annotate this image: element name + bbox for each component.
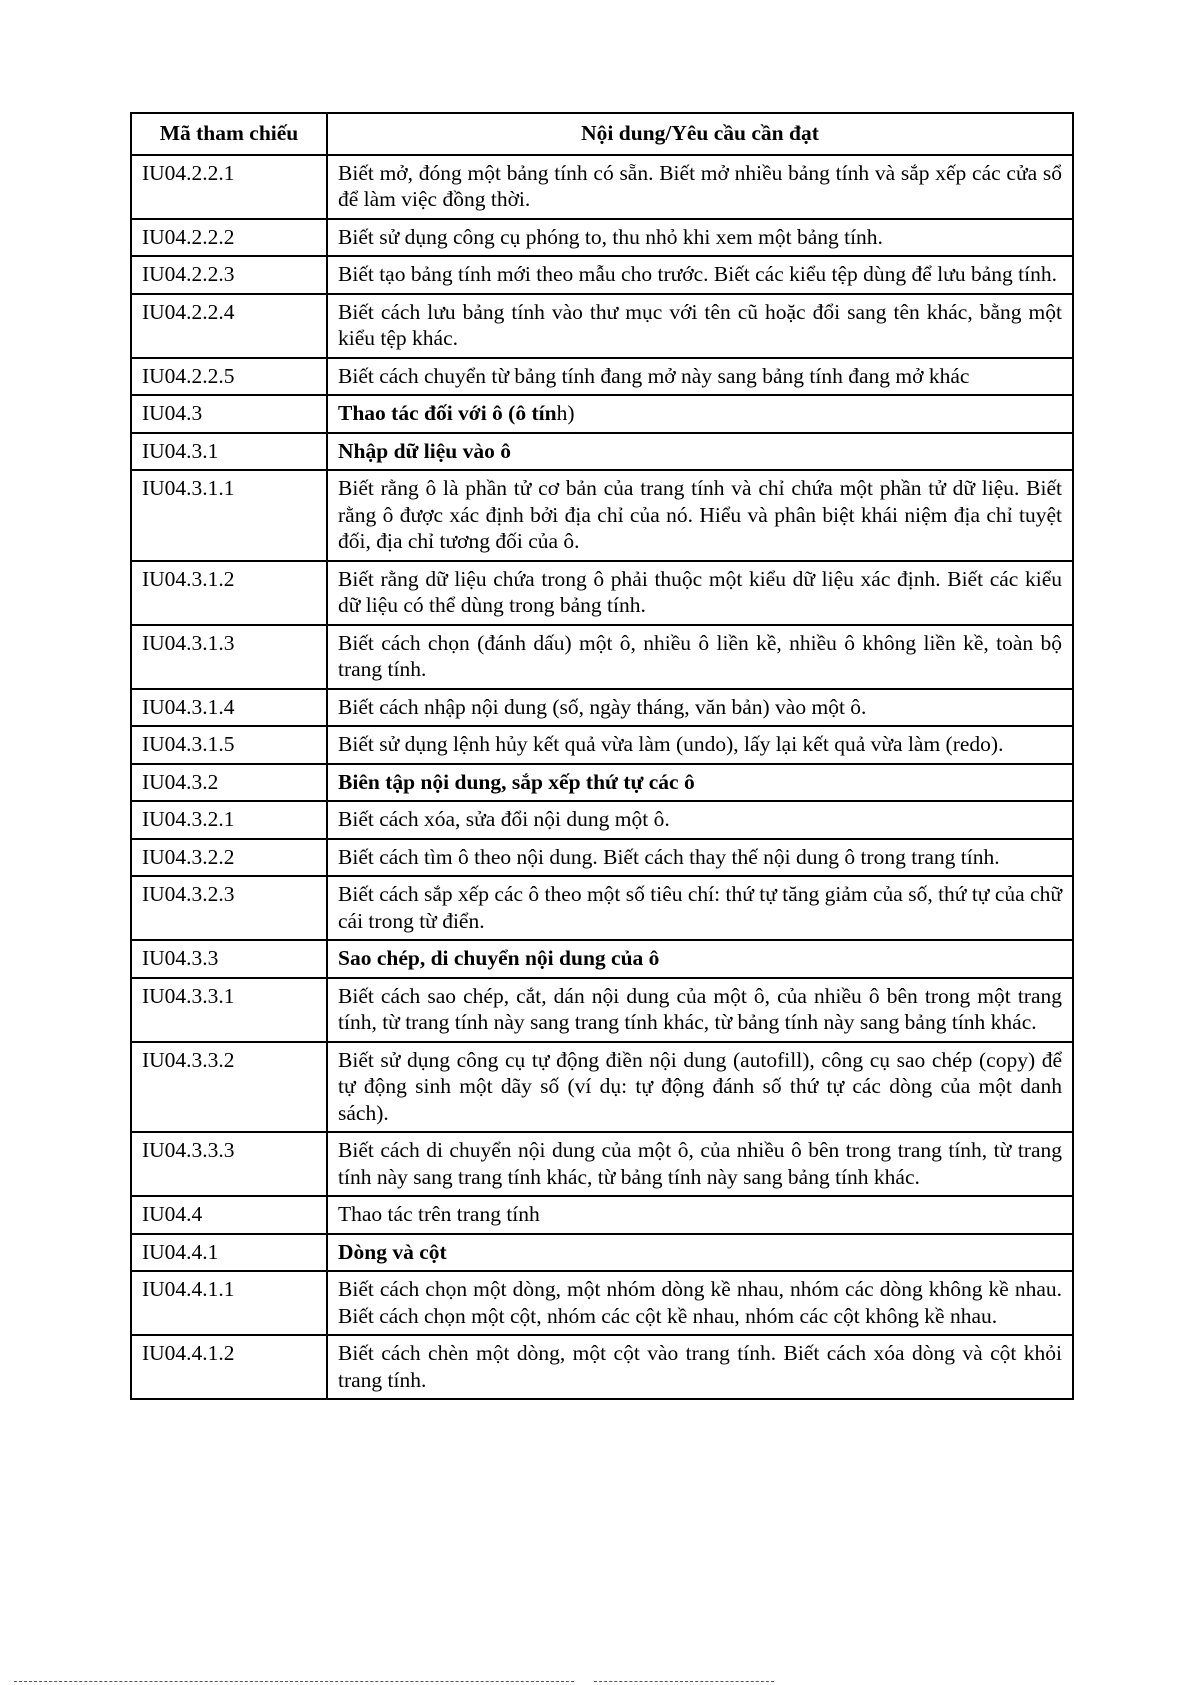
requirement-text: Biết cách chèn một dòng, một cột vào trang tính. Biết cách xóa dòng và cột khỏi trang tính.: [327, 1335, 1073, 1399]
requirement-text: Biết cách sắp xếp các ô theo một số tiêu chí: thứ tự tăng giảm của số, thứ tự của chữ cái trong từ điển.: [327, 876, 1073, 940]
subsection-row: [131, 764, 1073, 802]
requirement-text: Biết mở, đóng một bảng tính có sẵn. Biết mở nhiều bảng tính và sắp xếp các cửa sổ để làm việc đồng thời.: [327, 155, 1073, 219]
ref-code: IU04.3.3.2: [131, 1042, 327, 1133]
section-title-bold: Thao tác đối với ô (ô tín: [338, 401, 557, 425]
header-content: Nội dung/Yêu cầu cần đạt: [327, 113, 1073, 155]
table-row: [131, 358, 1073, 396]
ref-code: IU04.3.3.1: [131, 978, 327, 1042]
table-row: [131, 978, 1073, 1042]
requirement-text: Biết cách lưu bảng tính vào thư mục với tên cũ hoặc đổi sang tên khác, bằng một kiểu tệp khác.: [327, 294, 1073, 358]
section-title: [327, 395, 1073, 433]
requirement-text: Biết cách di chuyển nội dung của một ô, của nhiều ô bên trong trang tính, từ trang tính này sang trang tính khác, từ bảng tính này sang bảng tính khác.: [327, 1132, 1073, 1196]
table-row: [131, 1335, 1073, 1399]
subsection-title: Dòng và cột: [327, 1234, 1073, 1272]
table-row: [131, 689, 1073, 727]
requirement-text: Biết cách chọn (đánh dấu) một ô, nhiều ô liền kề, nhiều ô không liền kề, toàn bộ trang tính.: [327, 625, 1073, 689]
ref-code: IU04.3.1: [131, 433, 327, 471]
table-row: [131, 1042, 1073, 1133]
section-row: [131, 1196, 1073, 1234]
requirement-text: Biết rằng dữ liệu chứa trong ô phải thuộc một kiểu dữ liệu xác định. Biết các kiểu dữ liệu có thể dùng trong bảng tính.: [327, 561, 1073, 625]
table-row: [131, 625, 1073, 689]
ref-code: IU04.3.2.3: [131, 876, 327, 940]
requirement-text: Biết cách sao chép, cắt, dán nội dung của một ô, của nhiều ô bên trong một trang tính, từ trang tính này sang trang tính khác, từ bảng tính này sang bảng tính khác.: [327, 978, 1073, 1042]
ref-code: IU04.4.1.1: [131, 1271, 327, 1335]
ref-code: IU04.4.1: [131, 1234, 327, 1272]
ref-code: IU04.4.1.2: [131, 1335, 327, 1399]
table-row: [131, 1271, 1073, 1335]
subsection-title: Nhập dữ liệu vào ô: [327, 433, 1073, 471]
requirement-text: Biết tạo bảng tính mới theo mẫu cho trước. Biết các kiểu tệp dùng để lưu bảng tính.: [327, 256, 1073, 294]
ref-code: IU04.3: [131, 395, 327, 433]
table-row: [131, 294, 1073, 358]
ref-code: IU04.3.1.3: [131, 625, 327, 689]
subsection-title: Sao chép, di chuyển nội dung của ô: [327, 940, 1073, 978]
table-row: [131, 561, 1073, 625]
section-title: Thao tác trên trang tính: [327, 1196, 1073, 1234]
table-row: [131, 219, 1073, 257]
ref-code: IU04.3.1.2: [131, 561, 327, 625]
reference-table: [130, 112, 1074, 1400]
table-row: [131, 470, 1073, 561]
ref-code: IU04.3.1.1: [131, 470, 327, 561]
requirement-text: Biết cách xóa, sửa đổi nội dung một ô.: [327, 801, 1073, 839]
subsection-row: [131, 433, 1073, 471]
section-row: [131, 395, 1073, 433]
ref-code: IU04.3.2.1: [131, 801, 327, 839]
requirement-text: Biết sử dụng công cụ phóng to, thu nhỏ khi xem một bảng tính.: [327, 219, 1073, 257]
ref-code: IU04.3.3.3: [131, 1132, 327, 1196]
ref-code: IU04.2.2.1: [131, 155, 327, 219]
table-row: [131, 726, 1073, 764]
ref-code: IU04.2.2.2: [131, 219, 327, 257]
table-row: [131, 876, 1073, 940]
subsection-row: [131, 940, 1073, 978]
ref-code: IU04.4: [131, 1196, 327, 1234]
requirement-text: Biết cách chọn một dòng, một nhóm dòng kề nhau, nhóm các dòng không kề nhau. Biết cách chọn một cột, nhóm các cột kề nhau, nhóm các cột không kề nhau.: [327, 1271, 1073, 1335]
requirement-text: Biết cách chuyển từ bảng tính đang mở này sang bảng tính đang mở khác: [327, 358, 1073, 396]
requirement-text: Biết cách tìm ô theo nội dung. Biết cách thay thế nội dung ô trong trang tính.: [327, 839, 1073, 877]
table-row: [131, 256, 1073, 294]
page-footer-divider: [594, 1681, 774, 1682]
requirement-text: Biết rằng ô là phần tử cơ bản của trang tính và chỉ chứa một phần tử dữ liệu. Biết rằng ô được xác định bởi địa chỉ của nó. Hiểu và phân biệt khái niệm địa chỉ tuyệt đối, địa chỉ tương đối của ô.: [327, 470, 1073, 561]
table-row: [131, 801, 1073, 839]
header-row: [131, 113, 1073, 155]
table-row: [131, 1132, 1073, 1196]
ref-code: IU04.3.2.2: [131, 839, 327, 877]
ref-code: IU04.2.2.3: [131, 256, 327, 294]
requirement-text: Biết sử dụng công cụ tự động điền nội dung (autofill), công cụ sao chép (copy) để tự động sinh một dãy số (ví dụ: tự động đánh số thứ tự các dòng của một danh sách).: [327, 1042, 1073, 1133]
requirement-text: Biết cách nhập nội dung (số, ngày tháng, văn bản) vào một ô.: [327, 689, 1073, 727]
subsection-title: Biên tập nội dung, sắp xếp thứ tự các ô: [327, 764, 1073, 802]
section-title-tail: h): [556, 401, 575, 425]
table-row: [131, 155, 1073, 219]
subsection-row: [131, 1234, 1073, 1272]
requirement-text: Biết sử dụng lệnh hủy kết quả vừa làm (undo), lấy lại kết quả vừa làm (redo).: [327, 726, 1073, 764]
ref-code: IU04.3.2: [131, 764, 327, 802]
ref-code: IU04.2.2.4: [131, 294, 327, 358]
ref-code: IU04.2.2.5: [131, 358, 327, 396]
ref-code: IU04.3.1.4: [131, 689, 327, 727]
ref-code: IU04.3.1.5: [131, 726, 327, 764]
table-row: [131, 839, 1073, 877]
header-code: Mã tham chiếu: [131, 113, 327, 155]
ref-code: IU04.3.3: [131, 940, 327, 978]
page-footer-divider: [14, 1681, 574, 1682]
